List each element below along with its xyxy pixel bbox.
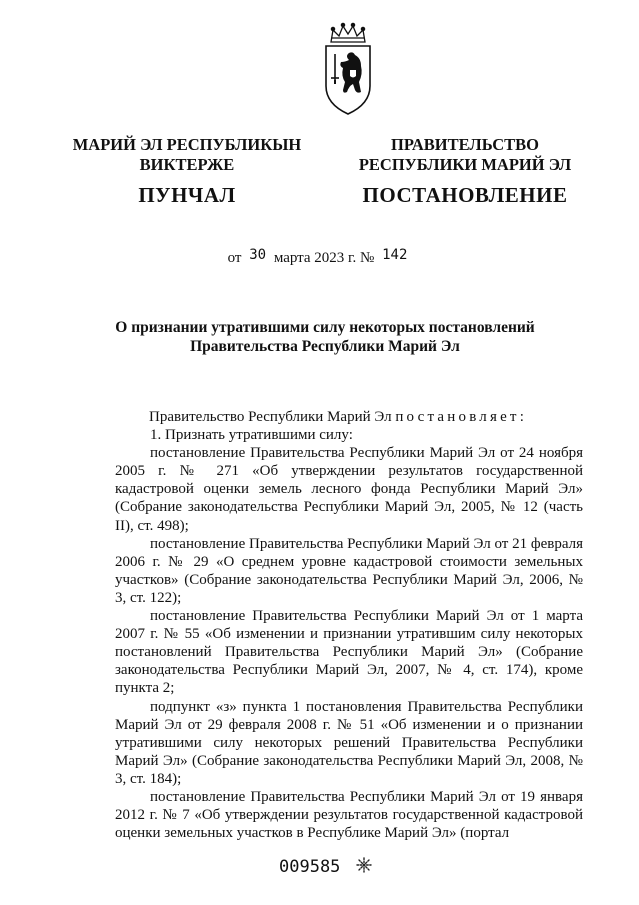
paragraph: постановление Правительства Республики Марий Эл от 19 января 2012 г. № 7 «Об утверждении результатов государственной кадастровой оценки земельных участков в Республике Марий Эл» (портал <box>115 788 583 842</box>
intro-paragraph <box>115 408 583 426</box>
coat-of-arms-icon <box>319 20 377 120</box>
serial-number: 009585 <box>279 857 341 877</box>
paragraph: постановление Правительства Республики Марий Эл от 1 марта 2007 г. № 55 «Об изменении и признании утратившим силу некоторых постановлений Правительства Республики Марий Эл» (Собрание законодательства Республики Марий Эл, 2007, № 4, ст. 174), кроме пункта 2; <box>115 608 583 697</box>
header-left-line1: МАРИЙ ЭЛ РЕСПУБЛИКЫН <box>72 135 302 154</box>
date-day: 30 <box>249 247 267 263</box>
paragraph: подпункт «з» пункта 1 постановления Правительства Республики Марий Эл от 29 февраля 2008 г. № 51 «Об изменении и о признании утратившими силу некоторых решений Правительства Республики Марий Эл» (Собрание законодательства Республики Марий Эл, 2008, № 3, ст. 184); <box>115 698 583 787</box>
document-title <box>60 318 590 356</box>
item-1: 1. Признать утратившими силу: <box>150 427 353 444</box>
paragraph: постановление Правительства Республики Марий Эл от 21 февраля 2006 г. № 29 «О среднем уровне кадастровой стоимости земельных участков» (Собрание законодательства Республики Марий Эл, 2006, № 3, ст. 122); <box>115 535 583 606</box>
document-body <box>115 408 583 842</box>
intro-text: Правительство Республики Марий Эл <box>149 409 392 425</box>
date-line <box>0 247 639 267</box>
document-number: 142 <box>382 247 408 263</box>
header-right <box>320 135 610 208</box>
date-month-year: марта 2023 г. № <box>273 250 375 266</box>
title-line2: Правительства Республики Марий Эл <box>190 338 460 355</box>
header-left-doc-type: ПУНЧАЛ <box>138 183 236 207</box>
asterisk-mark-icon <box>355 856 373 874</box>
intro-decree-word: постановляет: <box>395 409 528 425</box>
header-right-line2: РЕСПУБЛИКИ МАРИЙ ЭЛ <box>358 155 572 174</box>
title-line1: О признании утратившими силу некоторых постановлений <box>115 319 535 336</box>
header-right-doc-type: ПОСТАНОВЛЕНИЕ <box>362 183 568 207</box>
header-right-line1: ПРАВИТЕЛЬСТВО <box>391 135 539 154</box>
paragraph: постановление Правительства Республики Марий Эл от 24 ноября 2005 г. № 271 «Об утверждении результатов государственной кадастровой оценки земель лесного фонда Республики Марий Эл» (Собрание законодательства Республики Марий Эл, 2005, № 12 (часть II), ст. 498); <box>115 445 583 534</box>
date-prefix: от <box>227 250 242 266</box>
header-left <box>42 135 332 208</box>
header-left-line2: ВИКТЕРЖЕ <box>139 155 235 174</box>
